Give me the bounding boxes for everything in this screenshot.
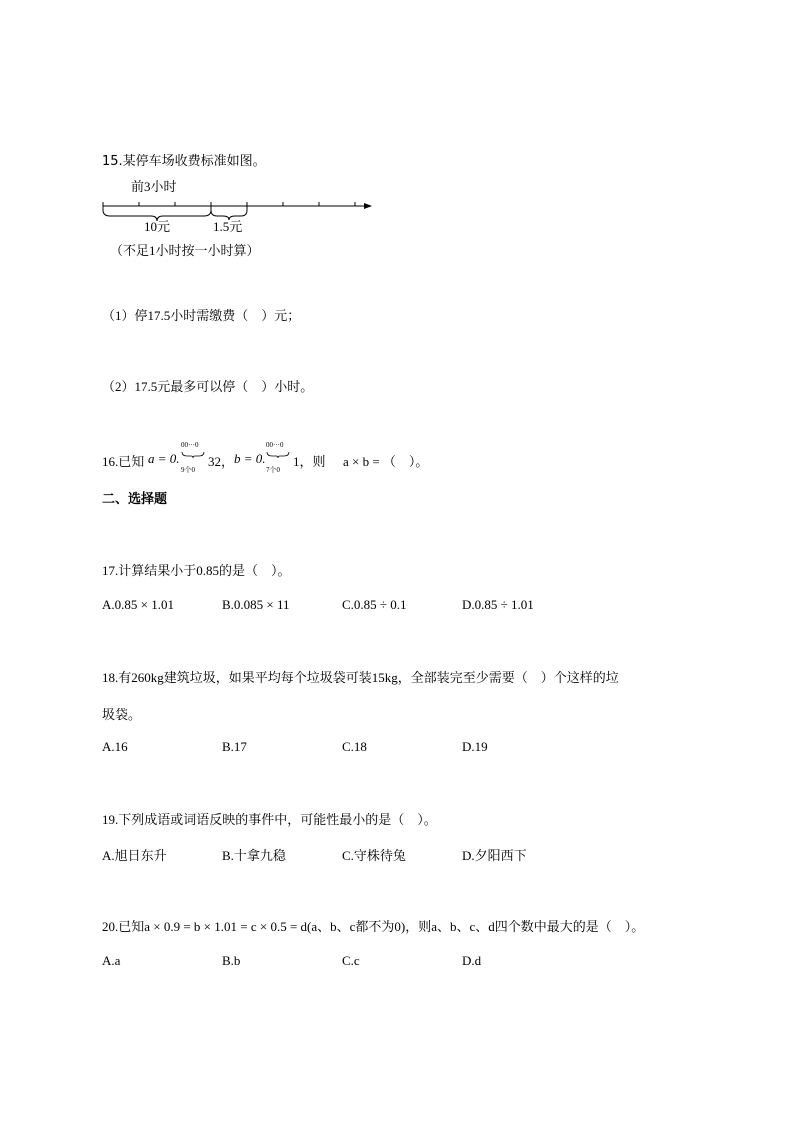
q17-option-c[interactable]: C.0.85 ÷ 0.1 xyxy=(342,597,407,612)
q19-option-a[interactable]: A.旭日东升 xyxy=(102,848,167,863)
axis-arrow xyxy=(364,203,372,209)
q20-option-c[interactable]: C.c xyxy=(342,953,360,968)
q18-option-b[interactable]: B.17 xyxy=(222,739,247,754)
label-10-yuan: 10元 xyxy=(144,219,171,234)
section-heading-choice: 二、选择题 xyxy=(102,492,168,507)
q18-option-d[interactable]: D.19 xyxy=(462,739,488,754)
q15-note: （不足1小时按一小时算） xyxy=(110,243,260,258)
q16-b-expr: b = 0. xyxy=(234,451,266,466)
q15-part1: （1）停17.5小时需缴费（ ）元； xyxy=(102,308,301,323)
q17-option-b[interactable]: B.0.085 × 11 xyxy=(222,597,290,612)
q16-a-over: 00···0 xyxy=(181,441,199,449)
q16-a-tail: 32， xyxy=(208,454,235,469)
q16-b-tail: 1，则 xyxy=(293,454,326,469)
q16-prefix: 16.已知 xyxy=(102,454,145,469)
q20-option-d[interactable]: D.d xyxy=(462,953,482,968)
q20-stem: 20.已知a × 0.9 = b × 1.01 = c × 0.5 = d(a、b、c都不为0)，则a、b、c、d四个数中最大的是（ ）。 xyxy=(102,919,645,934)
q17-option-d[interactable]: D.0.85 ÷ 1.01 xyxy=(462,597,534,612)
q16-b-underbrace xyxy=(266,451,290,459)
q16-b-under: 7个0 xyxy=(266,466,280,474)
q19-option-c[interactable]: C.守株待兔 xyxy=(342,848,406,863)
label-1-5-yuan: 1.5元 xyxy=(213,219,243,234)
q20-option-b[interactable]: B.b xyxy=(222,953,241,968)
q17-stem: 17.计算结果小于0.85的是（ ）。 xyxy=(102,563,291,578)
parking-fee-number-line xyxy=(96,176,386,238)
q16-b-over: 00···0 xyxy=(266,441,284,449)
q16-a-expr: a = 0. xyxy=(148,451,180,466)
q19-stem: 19.下列成语或词语反映的事件中，可能性最小的是（ ）。 xyxy=(102,812,437,827)
q19-option-d[interactable]: D.夕阳西下 xyxy=(462,848,527,863)
q16-a-under: 9个0 xyxy=(181,466,195,474)
q16-product: a × b = （ ）。 xyxy=(343,454,429,469)
q18-option-c[interactable]: C.18 xyxy=(342,739,367,754)
q18-option-a[interactable]: A.16 xyxy=(102,739,128,754)
q20-option-a[interactable]: A.a xyxy=(102,953,121,968)
q16-a-underbrace xyxy=(181,451,205,459)
q17-option-a[interactable]: A.0.85 × 1.01 xyxy=(102,597,174,612)
q15-title: 15.某停车场收费标准如图。 xyxy=(102,154,266,169)
q19-option-b[interactable]: B.十拿九稳 xyxy=(222,848,286,863)
q18-stem-line2: 圾袋。 xyxy=(102,707,142,722)
q15-part2: （2）17.5元最多可以停（ ）小时。 xyxy=(102,379,314,394)
label-first-3-hours: 前3小时 xyxy=(131,179,177,194)
q18-stem-line1: 18.有260kg建筑垃圾，如果平均每个垃圾袋可装15kg，全部装完至少需要（ ）个这样的垃 xyxy=(102,670,619,685)
